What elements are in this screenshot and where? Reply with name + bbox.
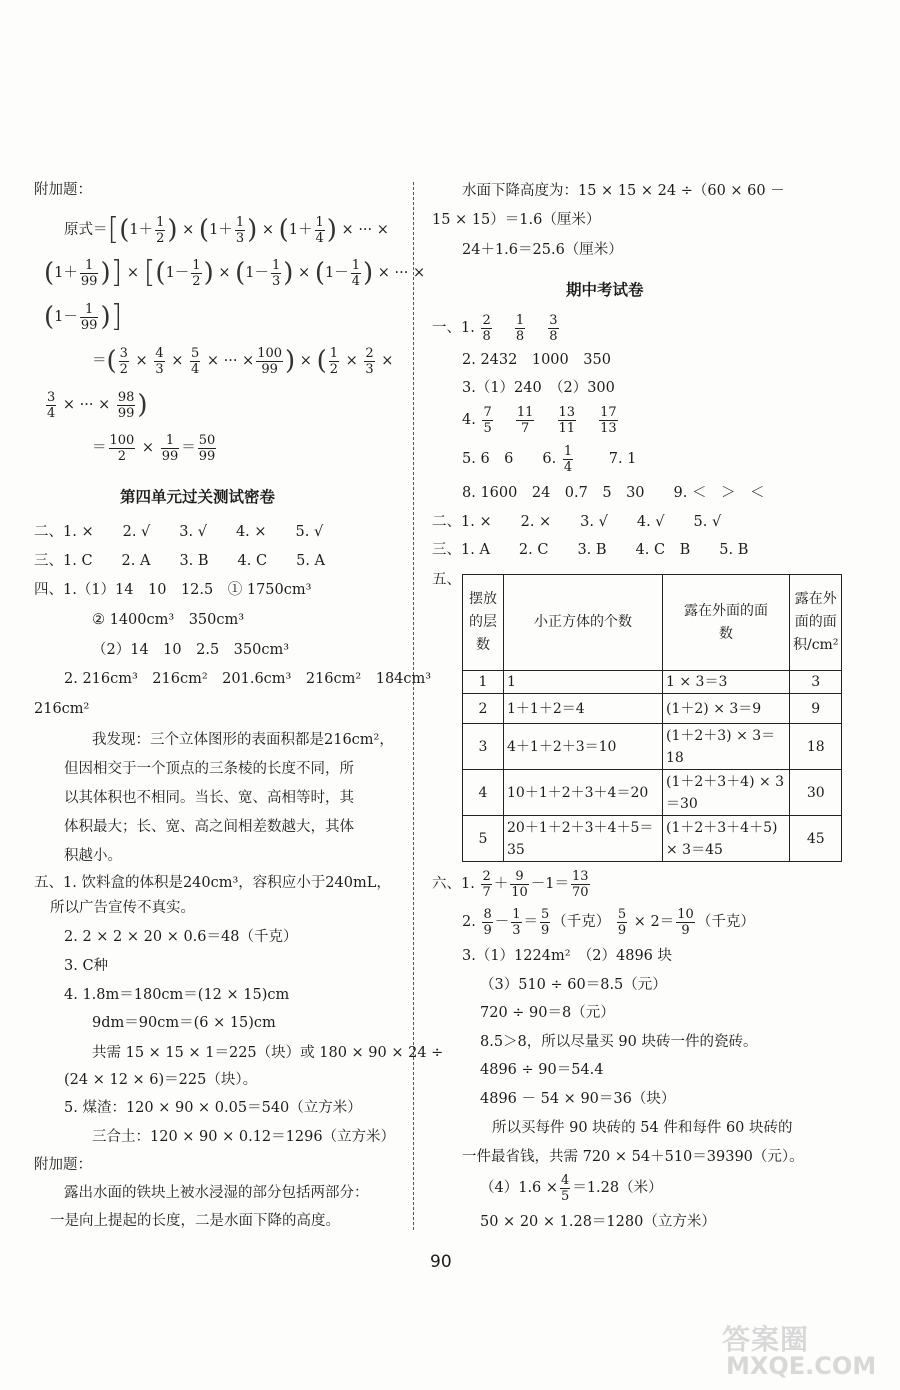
m-part3: 三、1. A 2. C 3. B 4. C B 5. B — [432, 542, 749, 558]
table-cell: (1＋2) × 3＝9 — [663, 694, 790, 724]
m-part1-5: 5. 6 6 6. $\frac{1}{4}$ 7. 1 — [462, 443, 637, 475]
m-part1-2: 2. 2432 1000 350 — [462, 352, 611, 368]
sec4-part5-4d: (24 × 12 × 6)＝225（块）。 — [64, 1072, 258, 1088]
m-part6-3e: 4896 ÷ 90＝54.4 — [480, 1062, 604, 1078]
table-cell: 18 — [790, 724, 842, 770]
table-cell: 1 — [463, 671, 504, 694]
m-part1-4: 4. $\frac{7}{5}$ $\frac{11}{7}$ $\frac{13}{11}$ $\frac{17}{13}$ — [462, 404, 617, 436]
add1-head: 附加题： — [34, 182, 92, 198]
sec4-part4-2a: 2. 216cm³ 216cm² 201.6cm³ 216cm² 184cm³ — [64, 671, 432, 687]
table-header-cell: 露在外面的面积/cm² — [790, 575, 842, 671]
sec4-part5-1a: 五、1. 饮料盒的体积是240cm³，容积应小于240mL， — [34, 875, 391, 891]
sec4-part4-1c: （2）14 10 2.5 350cm³ — [92, 642, 290, 658]
table-cell: 3 — [463, 724, 504, 770]
sec4-part5-3: 3. C种 — [64, 958, 109, 974]
sec4-part3: 三、1. C 2. A 3. B 4. C 5. A — [34, 553, 326, 569]
midterm-title: 期中考试卷 — [566, 281, 644, 299]
table-cell: 4 — [463, 770, 504, 816]
r-line-3: 24＋1.6＝25.6（厘米） — [462, 242, 623, 258]
m-part6-3a: 3.（1）1224m² （2）4896 块 — [462, 948, 673, 964]
formula-line-1: 原式＝[(1＋ $\frac{1}{2}$ ) × (1＋ $\frac{1}{3}$ ) × (1＋ $\frac{1}{4}$ ) × ··· × — [64, 212, 389, 247]
m-part6-3b: （3）510 ÷ 60＝8.5（元） — [480, 977, 667, 993]
finding-3: 以其体积也不相同。当长、宽、高相等时，其 — [64, 790, 354, 806]
sec4-title: 第四单元过关测试密卷 — [120, 488, 276, 506]
sec4-part5-1b: 所以广告宣传不真实。 — [50, 900, 195, 916]
sec4-part5-4c: 共需 15 × 15 × 1＝225（块）或 180 × 90 × 24 ÷ — [92, 1045, 444, 1061]
m-part6-5: 50 × 20 × 1.28＝1280（立方米） — [480, 1214, 716, 1230]
m-part6-3c: 720 ÷ 90＝8（元） — [480, 1005, 615, 1021]
table-header-cell: 露在外面的面数 — [663, 575, 790, 671]
table-row — [463, 724, 842, 770]
table-cell: (1＋2＋3＋4＋5) × 3＝45 — [663, 816, 790, 862]
m-part5: 五、 — [432, 572, 461, 588]
finding-4: 体积最大；长、宽、高之间相差数越大，其体 — [64, 819, 354, 835]
m-part6-3h: 一件最省钱，共需 720 × 54＋510＝39390（元）。 — [462, 1149, 804, 1165]
finding-2: 但因相交于一个顶点的三条棱的长度不同，所 — [64, 761, 354, 777]
m-part1-8: 8. 1600 24 0.7 5 30 9. ＜ ＞ ＜ — [462, 485, 765, 501]
add2-line-1: 露出水面的铁块上被水浸湿的部分包括两部分： — [64, 1185, 369, 1201]
m-part6-2: 2. $\frac{8}{9}$ － $\frac{1}{3}$ ＝ $\frac{5}{9}$ （千克） $\frac{5}{9}$ × 2＝ $\frac{10}{9}$ （千克） — [462, 906, 755, 938]
m-part6-3f: 4896 － 54 × 90＝36（块） — [480, 1091, 676, 1107]
table-cell: (1＋2＋3) × 3＝18 — [663, 724, 790, 770]
table-header-cell: 摆放的层数 — [463, 575, 504, 671]
sec4-part5-4b: 9dm＝90cm＝(6 × 15)cm — [92, 1015, 276, 1031]
table-cell: (1＋2＋3＋4) × 3＝30 — [663, 770, 790, 816]
formula-line-4: ＝( $\frac{3}{2}$ × $\frac{4}{3}$ × $\frac{5}{4}$ × ··· × $\frac{100}{99}$ ) × ( $\frac{1}{2}$ × $\frac{2}{3}$ × — [92, 345, 394, 377]
table-row — [463, 694, 842, 724]
add2-head: 附加题： — [34, 1157, 92, 1173]
table-cell: 45 — [790, 816, 842, 862]
sec4-part4-1a: 四、1.（1）14 10 12.5 ① 1750cm³ — [34, 582, 312, 598]
table-row — [463, 816, 842, 862]
table-cell: 1 × 3＝3 — [663, 671, 790, 694]
table-cell: 1＋1＋2＝4 — [504, 694, 663, 724]
table-cell: 10＋1＋2＋3＋4＝20 — [504, 770, 663, 816]
page-number: 90 — [430, 1252, 452, 1272]
sec4-part5-4a: 4. 1.8m＝180cm＝(12 × 15)cm — [64, 987, 290, 1003]
table-row — [463, 671, 842, 694]
sec4-part5-5b: 三合土：120 × 90 × 0.12＝1296（立方米） — [92, 1129, 396, 1145]
sec4-part5-5a: 5. 煤渣：120 × 90 × 0.05＝540（立方米） — [64, 1100, 362, 1116]
m-part2: 二、1. × 2. × 3. √ 4. √ 5. √ — [432, 514, 722, 530]
formula-line-3: (1－ $\frac{1}{99}$ )] — [44, 299, 123, 334]
table-row — [463, 770, 842, 816]
m-part1-3: 3.（1）240 （2）300 — [462, 380, 615, 396]
column-divider — [413, 182, 414, 1230]
formula-line-5: $\frac{3}{4}$ × ··· × $\frac{98}{99}$ ) — [47, 389, 148, 421]
r-line-1: 水面下降高度为：15 × 15 × 24 ÷（60 × 60 － — [462, 183, 785, 199]
table-cell: 1 — [504, 671, 663, 694]
formula-line-2: (1＋ $\frac{1}{99}$ )] × [(1－ $\frac{1}{2}$ ) × (1－ $\frac{1}{3}$ ) × (1－ $\frac{1}{4}$ ) × ··· × — [44, 255, 426, 290]
table-cell: 3 — [790, 671, 842, 694]
finding-5: 积越小。 — [64, 848, 122, 864]
table-cell: 2 — [463, 694, 504, 724]
table-cell: 30 — [790, 770, 842, 816]
sec4-part4-1b: ② 1400cm³ 350cm³ — [92, 612, 245, 628]
sec4-part2: 二、1. × 2. √ 3. √ 4. × 5. √ — [34, 524, 324, 540]
m-part1-1: 一、1. $\frac{2}{8}$ $\frac{1}{8}$ $\frac{3}{8}$ — [432, 312, 558, 344]
finding-1: 我发现：三个立体图形的表面积都是216cm²， — [92, 732, 394, 748]
table-header-cell: 小正方体的个数 — [504, 575, 663, 671]
sec4-part5-2: 2. 2 × 2 × 20 × 0.6＝48（千克） — [64, 929, 298, 945]
table-header-row — [463, 575, 842, 671]
cube-table — [462, 574, 842, 862]
watermark-logo: 答案圈 — [722, 1323, 810, 1356]
m-part6-4: （4）1.6 × $\frac{4}{5}$ ＝1.28（米） — [480, 1172, 663, 1204]
m-part6-3d: 8.5＞8，所以尽量买 90 块砖一件的瓷砖。 — [480, 1034, 758, 1050]
r-line-2: 15 × 15）＝1.6（厘米） — [432, 212, 601, 228]
table-cell: 20＋1＋2＋3＋4＋5＝35 — [504, 816, 663, 862]
sec4-part4-2b: 216cm² — [34, 701, 90, 717]
table-cell: 4＋1＋2＋3＝10 — [504, 724, 663, 770]
table-cell: 9 — [790, 694, 842, 724]
m-part6-1: 六、1. $\frac{2}{7}$ ＋ $\frac{9}{10}$ －1＝ $\frac{13}{70}$ — [432, 868, 589, 900]
m-part6-3g: 所以买每件 90 块砖的 54 件和每件 60 块砖的 — [492, 1120, 793, 1136]
add2-line-2: 一是向上提起的长度，二是水面下降的高度。 — [50, 1213, 340, 1229]
table-cell: 5 — [463, 816, 504, 862]
watermark-url: MXQE.COM — [726, 1352, 877, 1380]
formula-line-6: ＝ $\frac{100}{2}$ × $\frac{1}{99}$ ＝ $\frac{50}{99}$ — [92, 432, 216, 464]
